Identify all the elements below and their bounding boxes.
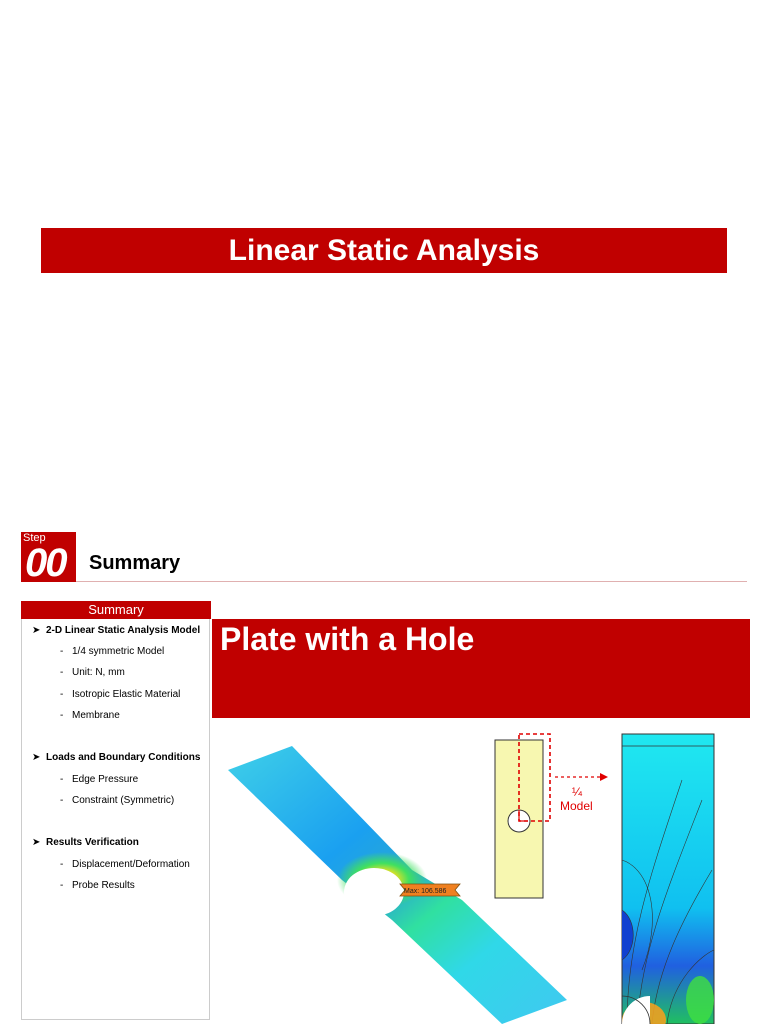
quarter-model-schematic	[495, 734, 608, 898]
arrow-head-icon	[600, 773, 608, 781]
step-badge	[21, 532, 76, 582]
title-banner	[41, 228, 727, 273]
step-label: Step	[23, 532, 46, 544]
fem-figures	[212, 720, 752, 1024]
list-item: - Constraint (Symmetric)	[60, 795, 175, 806]
quarter-label: ¼	[572, 785, 583, 799]
list-item: - Displacement/Deformation	[60, 859, 190, 870]
step-divider	[76, 581, 747, 582]
model-label: Model	[560, 799, 593, 813]
list-item: - Membrane	[60, 710, 120, 721]
plate-heading-banner	[212, 619, 750, 718]
max-label: Max: 106.586	[404, 888, 447, 895]
hole	[344, 868, 404, 916]
bullet-arrow-icon: ➤	[32, 752, 41, 763]
quarter-model-contour-plot	[622, 734, 714, 1024]
list-item: - Isotropic Elastic Material	[60, 689, 181, 700]
section-heading-results: ➤ Results Verification	[32, 837, 139, 848]
bullet-arrow-icon: ➤	[32, 837, 41, 848]
step-title: Summary	[89, 552, 181, 574]
step-number: 00	[25, 541, 66, 582]
summary-panel	[21, 601, 210, 1020]
plate-heading: Plate with a Hole	[220, 621, 475, 657]
summary-panel-header: Summary	[21, 601, 211, 619]
section-heading-loads: ➤ Loads and Boundary Conditions	[32, 752, 201, 763]
list-item: - Probe Results	[60, 880, 135, 891]
list-item: - Edge Pressure	[60, 774, 139, 785]
page-title: Linear Static Analysis	[228, 233, 540, 267]
section-heading-model: ➤ 2-D Linear Static Analysis Model	[32, 625, 201, 636]
list-item: - Unit: N, mm	[60, 667, 125, 678]
max-marker	[400, 884, 460, 896]
list-item: - 1/4 symmetric Model	[60, 646, 165, 657]
bullet-arrow-icon: ➤	[32, 625, 41, 636]
